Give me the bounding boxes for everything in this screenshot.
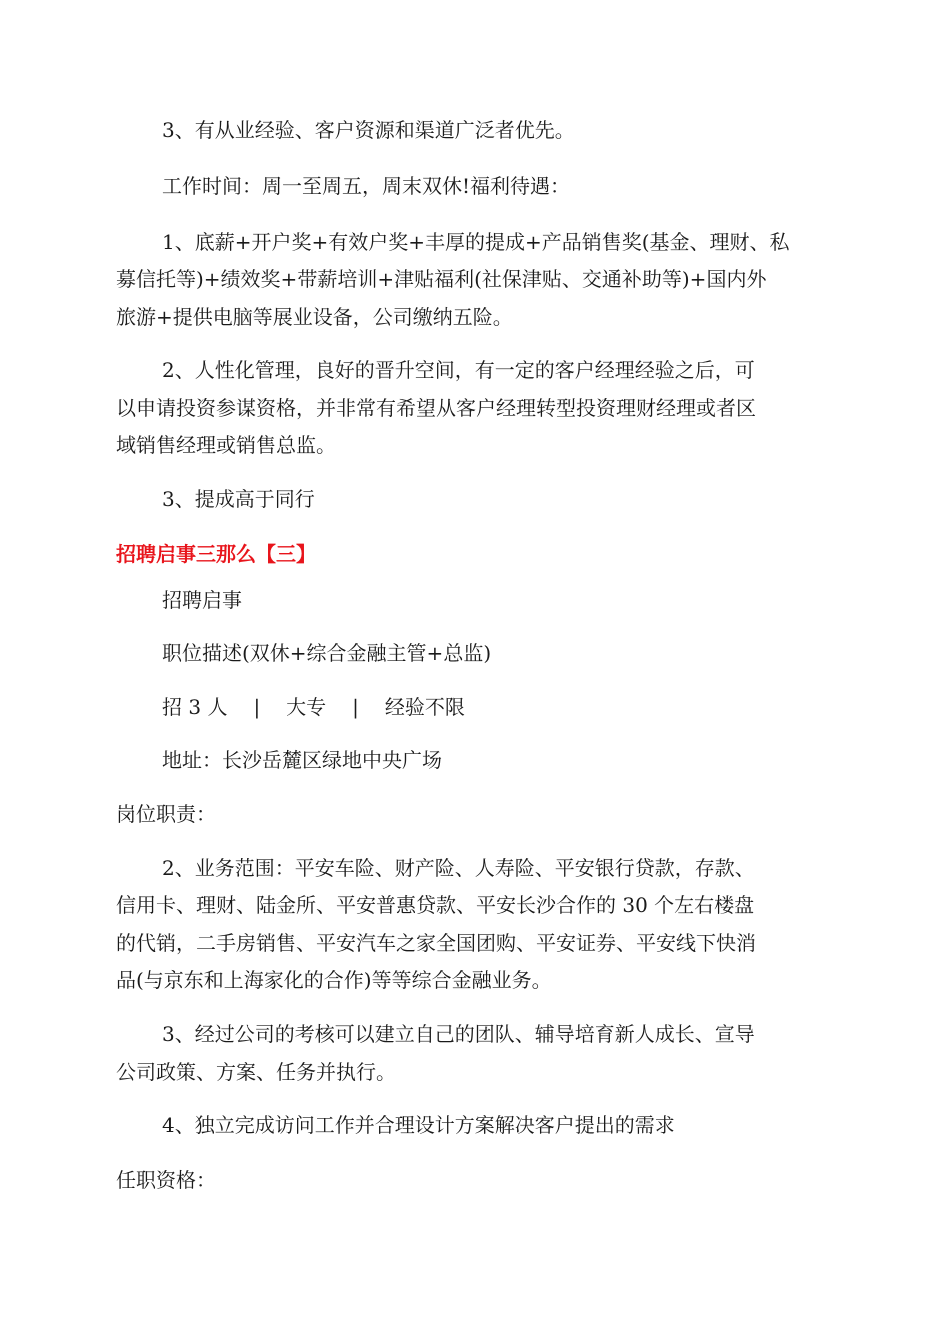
education-requirement: 大专 <box>286 695 327 719</box>
duty-3-line-1: 3、经过公司的考核可以建立自己的团队、辅导培育新人成长、宣导 <box>162 1022 755 1046</box>
duty-item-4: 4、独立完成访问工作并合理设计方案解决客户提出的需求 <box>162 1113 675 1137</box>
address-line: 地址：长沙岳麓区绿地中央广场 <box>162 748 442 772</box>
benefit-item-3: 3、提成高于同行 <box>162 487 315 511</box>
duties-label: 岗位职责： <box>116 802 216 826</box>
headcount: 招 3 人 <box>162 695 228 719</box>
benefit-1-line-2: 募信托等)+绩效奖+带薪培训+津贴福利(社保津贴、交通补助等)+国内外 <box>116 267 767 291</box>
qualifications-label: 任职资格： <box>116 1168 216 1192</box>
benefit-1-line-1: 1、底薪+开户奖+有效户奖+丰厚的提成+产品销售奖(基金、理财、私 <box>162 230 790 254</box>
summary-separator: | <box>253 695 261 719</box>
work-time-line: 工作时间：周一至周五，周末双休!福利待遇： <box>162 174 571 198</box>
benefit-1-line-3: 旅游+提供电脑等展业设备，公司缴纳五险。 <box>116 305 513 329</box>
duty-2-line-2: 信用卡、理财、陆金所、平安普惠贷款、平安长沙合作的 30 个左右楼盘 <box>116 893 755 917</box>
duty-2-line-1: 2、业务范围：平安车险、财产险、人寿险、平安银行贷款，存款、 <box>162 856 755 880</box>
job-summary-row <box>162 694 465 720</box>
section-heading: 招聘启事三那么【三】 <box>116 542 316 566</box>
duty-3-line-2: 公司政策、方案、任务并执行。 <box>116 1060 396 1084</box>
requirement-item-3: 3、有从业经验、客户资源和渠道广泛者优先。 <box>162 118 575 142</box>
duty-2-line-4: 品(与京东和上海家化的合作)等等综合金融业务。 <box>116 968 552 992</box>
notice-title: 招聘启事 <box>162 588 242 612</box>
summary-separator: | <box>352 695 359 719</box>
benefit-2-line-3: 域销售经理或销售总监。 <box>116 433 336 457</box>
experience-requirement: 经验不限 <box>384 695 465 719</box>
position-description: 职位描述(双休+综合金融主管+总监) <box>162 641 492 665</box>
benefit-2-line-1: 2、人性化管理，良好的晋升空间，有一定的客户经理经验之后，可 <box>162 358 755 382</box>
duty-2-line-3: 的代销，二手房销售、平安汽车之家全国团购、平安证券、平安线下快消 <box>116 931 756 955</box>
benefit-2-line-2: 以申请投资参谋资格，并非常有希望从客户经理转型投资理财经理或者区 <box>116 396 756 420</box>
